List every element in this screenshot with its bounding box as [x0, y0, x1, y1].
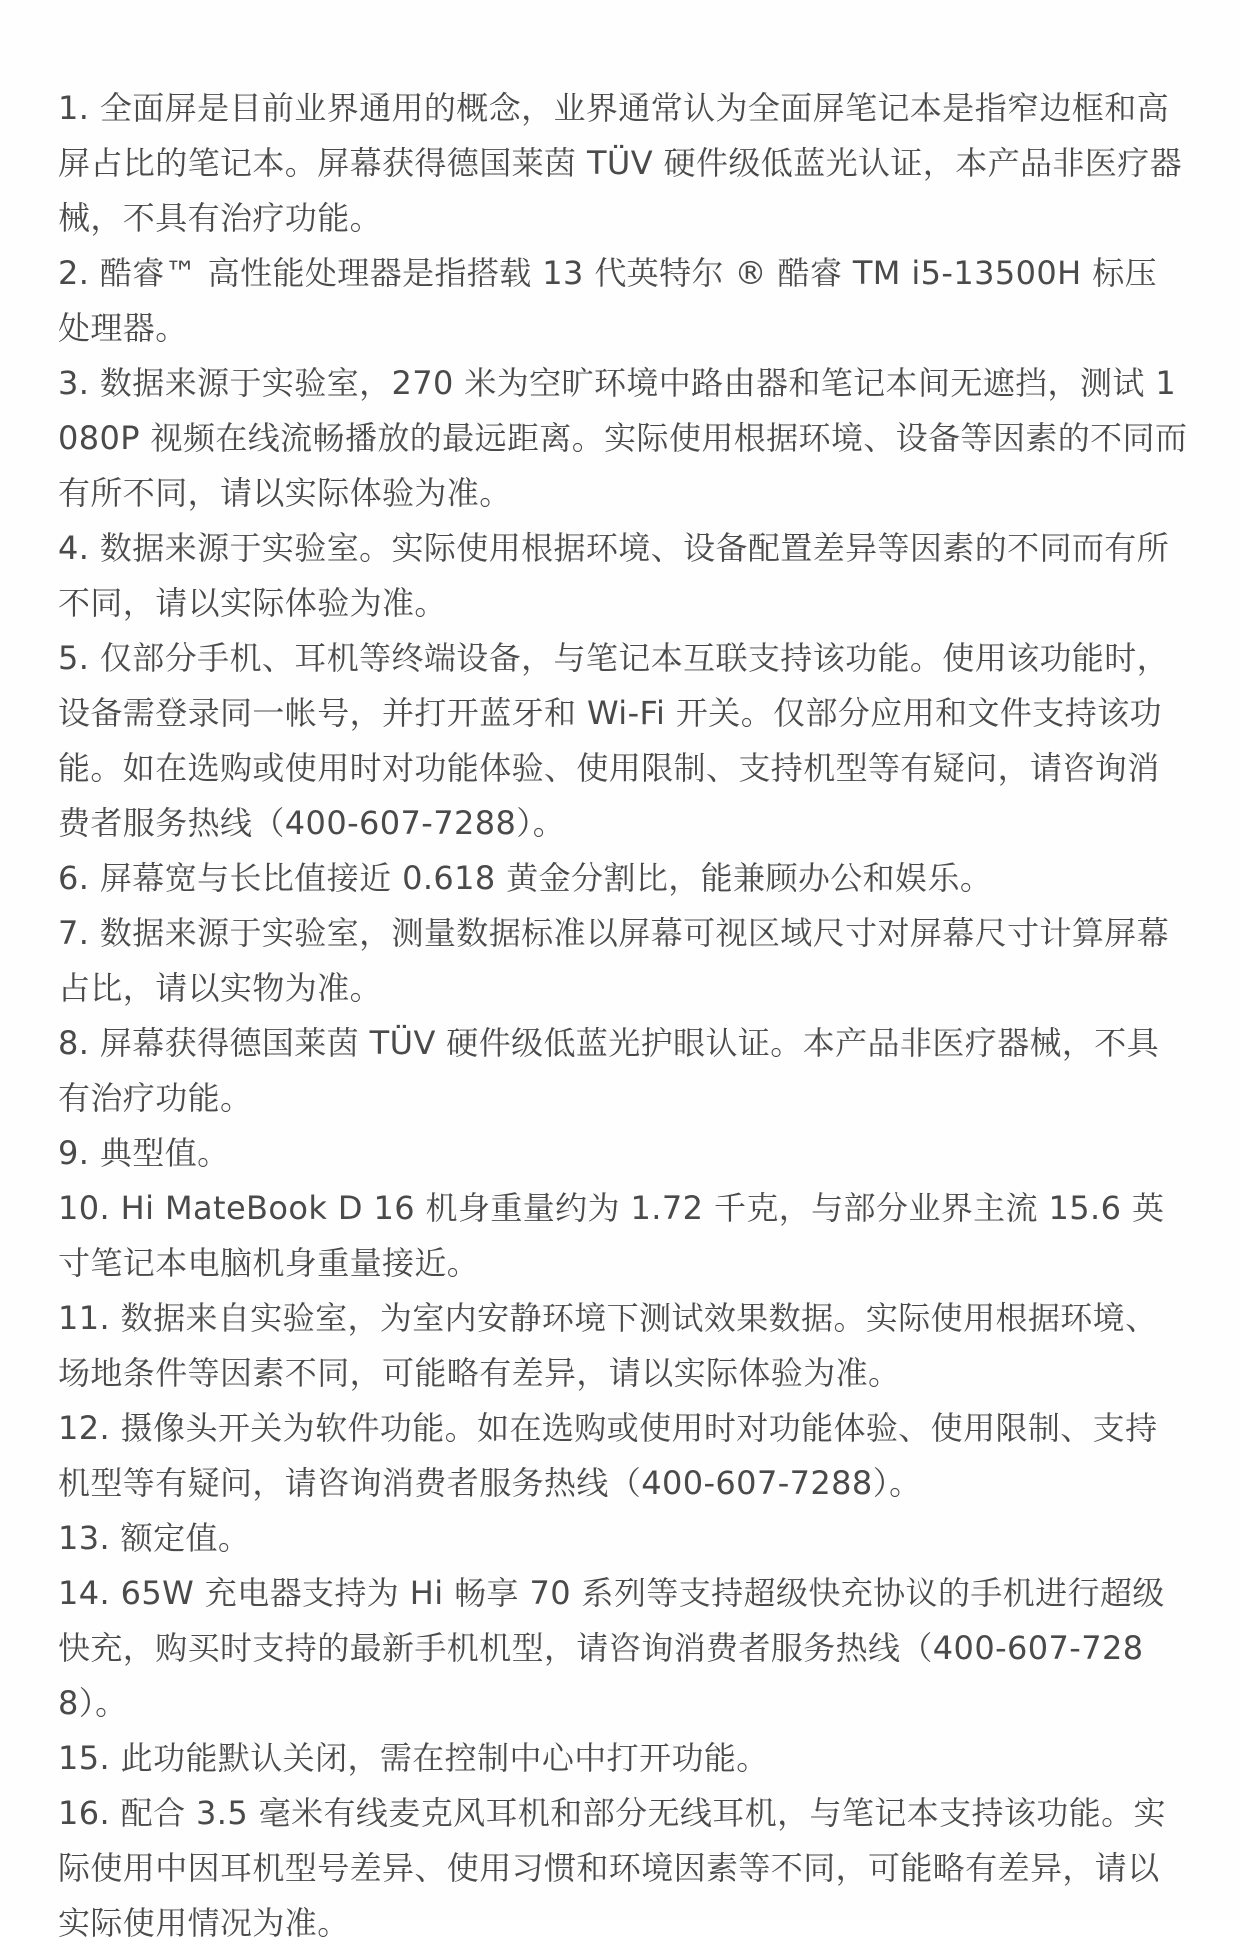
footnote-14: 14. 65W 充电器支持为 Hi 畅享 70 系列等支持超级快充协议的手机进行超级快充，购买时支持的最新手机机型，请咨询消费者服务热线（400-607-7288）。: [58, 1574, 1165, 1722]
footnote-13: 13. 额定值。: [58, 1519, 251, 1557]
footnote-8: 8. 屏幕获得德国莱茵 TÜV 硬件级低蓝光护眼认证。本产品非医疗器械，不具有治疗功能。: [58, 1024, 1160, 1117]
footnote-4: 4. 数据来源于实验室。实际使用根据环境、设备配置差异等因素的不同而有所不同，请以实际体验为准。: [58, 529, 1170, 622]
footnote-6: 6. 屏幕宽与长比值接近 0.618 黄金分割比，能兼顾办公和娱乐。: [58, 859, 993, 897]
footnote-2: 2. 酷睿™ 高性能处理器是指搭载 13 代英特尔 ® 酷睿 TM i5-13500H 标压处理器。: [58, 254, 1158, 347]
footnote-7: 7. 数据来源于实验室，测量数据标准以屏幕可视区域尺寸对屏幕尺寸计算屏幕占比，请以实物为准。: [58, 914, 1170, 1007]
footnote-9: 9. 典型值。: [58, 1134, 230, 1172]
footnote-3: 3. 数据来源于实验室，270 米为空旷环境中路由器和笔记本间无遮挡，测试 1080P 视频在线流畅播放的最远距离。实际使用根据环境、设备等因素的不同而有所不同，请以实际体验为准。: [58, 364, 1188, 512]
footnote-1: 1. 全面屏是目前业界通用的概念，业界通常认为全面屏笔记本是指窄边框和高屏占比的笔记本。屏幕获得德国莱茵 TÜV 硬件级低蓝光认证，本产品非医疗器械，不具有治疗功能。: [58, 89, 1183, 237]
footnote-11: 11. 数据来自实验室，为室内安静环境下测试效果数据。实际使用根据环境、场地条件等因素不同，可能略有差异，请以实际体验为准。: [58, 1299, 1158, 1392]
footnote-12: 12. 摄像头开关为软件功能。如在选购或使用时对功能体验、使用限制、支持机型等有疑问，请咨询消费者服务热线（400-607-7288）。: [58, 1409, 1158, 1502]
footnote-5: 5. 仅部分手机、耳机等终端设备，与笔记本互联支持该功能。使用该功能时，设备需登录同一帐号，并打开蓝牙和 Wi-Fi 开关。仅部分应用和文件支持该功能。如在选购或使用时对功能体验、使用限制、支持机型等有疑问，请咨询消费者服务热线（400-607-7288）。: [58, 639, 1170, 842]
footnote-10: 10. Hi MateBook D 16 机身重量约为 1.72 千克，与部分业界主流 15.6 英寸笔记本电脑机身重量接近。: [58, 1189, 1165, 1282]
footnote-15: 15. 此功能默认关闭，需在控制中心中打开功能。: [58, 1739, 769, 1777]
footnote-16: 16. 配合 3.5 毫米有线麦克风耳机和部分无线耳机，与笔记本支持该功能。实际使用中因耳机型号差异、使用习惯和环境因素等不同，可能略有差异，请以实际使用情况为准。: [58, 1794, 1166, 1942]
footnote-list: [58, 81, 1188, 1951]
